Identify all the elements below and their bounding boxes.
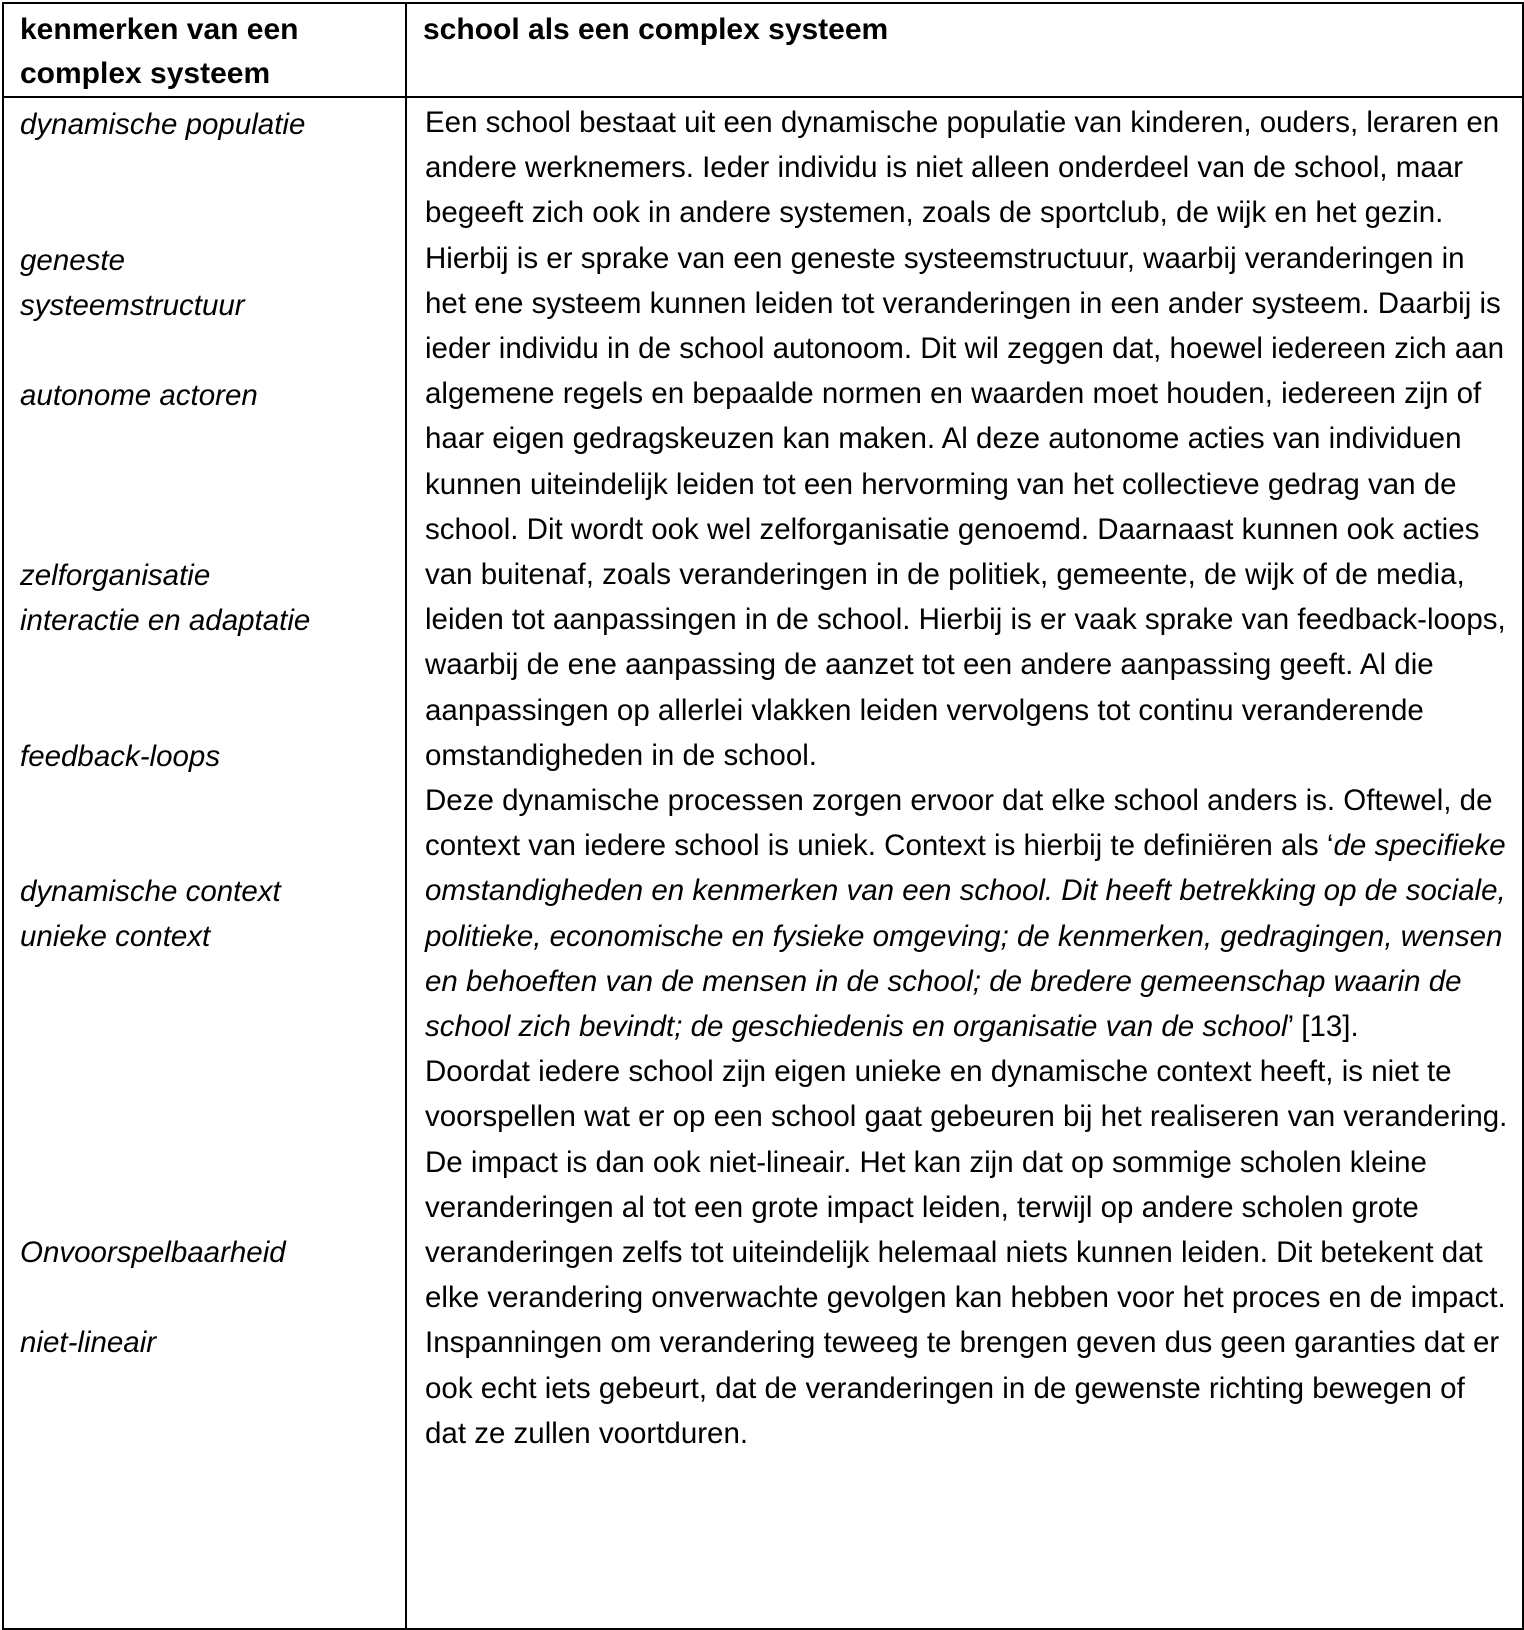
description-text bbox=[407, 98, 1522, 1456]
paragraph-context bbox=[425, 778, 1508, 1049]
terms-cell bbox=[3, 97, 406, 1629]
context-definition-quote: de specifieke omstandigheden en kenmerken van een school. Dit heeft betrekking op de sociale, politieke, economische en fysieke omgeving; de kenmerken, gedragingen, wensen en behoeften van de mensen in de school; de bredere gemeenschap waarin de school zich bevindt; de geschiedenis en organisatie van de school bbox=[425, 829, 1506, 1044]
terms-column bbox=[4, 98, 405, 1628]
paragraph-onvoorspelbaarheid: Doordat iedere school zijn eigen unieke en dynamische context heeft, is niet te voorspellen wat er op een school gaat gebeuren bij het realiseren van verandering. De impact is dan ook niet-lineair. Het kan zijn dat op sommige scholen kleine veranderingen al tot een grote impact leiden, terwijl op andere scholen grote veranderingen zelfs tot uiteindelijk helemaal niets kunnen leiden. Dit betekent dat elke verandering onverwachte gevolgen kan hebben voor het proces en de impact. Inspanningen om verandering teweeg te brengen geven dus geen garanties dat er ook echt iets gebeurt, dat de veranderingen in de gewenste richting bewegen of dat ze zullen voortduren. bbox=[425, 1055, 1508, 1450]
term-zelforganisatie: zelforganisatie bbox=[20, 559, 211, 592]
table-header-row bbox=[3, 3, 1523, 97]
characteristics-table bbox=[2, 2, 1524, 1630]
header-cell-school bbox=[406, 3, 1523, 97]
term-onvoorspelbaarheid: Onvoorspelbaarheid bbox=[20, 1236, 286, 1269]
term-unieke-context: unieke context bbox=[20, 920, 211, 953]
term-geneste: geneste bbox=[20, 244, 125, 277]
term-systeemstructuur: systeemstructuur bbox=[20, 289, 245, 322]
term-dynamische-populatie: dynamische populatie bbox=[20, 108, 306, 141]
paragraph-dynamische-populatie: Een school bestaat uit een dynamische populatie van kinderen, ouders, leraren en andere werknemers. Ieder individu is niet alleen onderdeel van de school, maar begeeft zich ook in andere systemen, zoals de sportclub, de wijk en het gezin. Hierbij is er sprake van een geneste systeemstructuur, waarbij veranderingen in het ene systeem kunnen leiden tot veranderingen in een ander systeem. Daarbij is ieder individu in de school autonoom. Dit wil zeggen dat, hoewel iedereen zich aan algemene regels en bepaalde normen en waarden moet houden, iedereen zijn of haar eigen gedragskeuzen kan maken. Al deze autonome acties van individuen kunnen uiteindelijk leiden tot een hervorming van het collectieve gedrag van de school. Dit wordt ook wel zelforganisatie genoemd. Daarnaast kunnen ook acties van buitenaf, zoals veranderingen in de politiek, gemeente, de wijk of de media, leiden tot aanpassingen in de school. Hierbij is er vaak sprake van feedback-loops, waarbij de ene aanpassing de aanzet tot een andere aanpassing geeft. Al die aanpassingen op allerlei vlakken leiden vervolgens tot continu veranderende omstandigheden in de school. bbox=[425, 106, 1506, 772]
term-feedback-loops: feedback-loops bbox=[20, 740, 221, 773]
header-characteristics-label: kenmerken van een complex systeem bbox=[20, 13, 299, 90]
paragraph-context-intro: Deze dynamische processen zorgen ervoor dat elke school anders is. Oftewel, de context van iedere school is uniek. Context is hierbij te definiëren als ‘ bbox=[425, 784, 1493, 863]
header-school-label: school als een complex systeem bbox=[423, 13, 889, 46]
characteristics-table-container bbox=[2, 2, 1522, 1627]
term-niet-lineair: niet-lineair bbox=[20, 1326, 157, 1359]
description-cell bbox=[406, 97, 1523, 1629]
paragraph-context-citation: ’ [13]. bbox=[1287, 1010, 1359, 1044]
table-body-row bbox=[3, 97, 1523, 1629]
header-cell-characteristics bbox=[3, 3, 406, 97]
term-autonome-actoren: autonome actoren bbox=[20, 379, 258, 412]
term-interactie-en-adaptatie: interactie en adaptatie bbox=[20, 604, 311, 637]
term-dynamische-context: dynamische context bbox=[20, 875, 281, 908]
